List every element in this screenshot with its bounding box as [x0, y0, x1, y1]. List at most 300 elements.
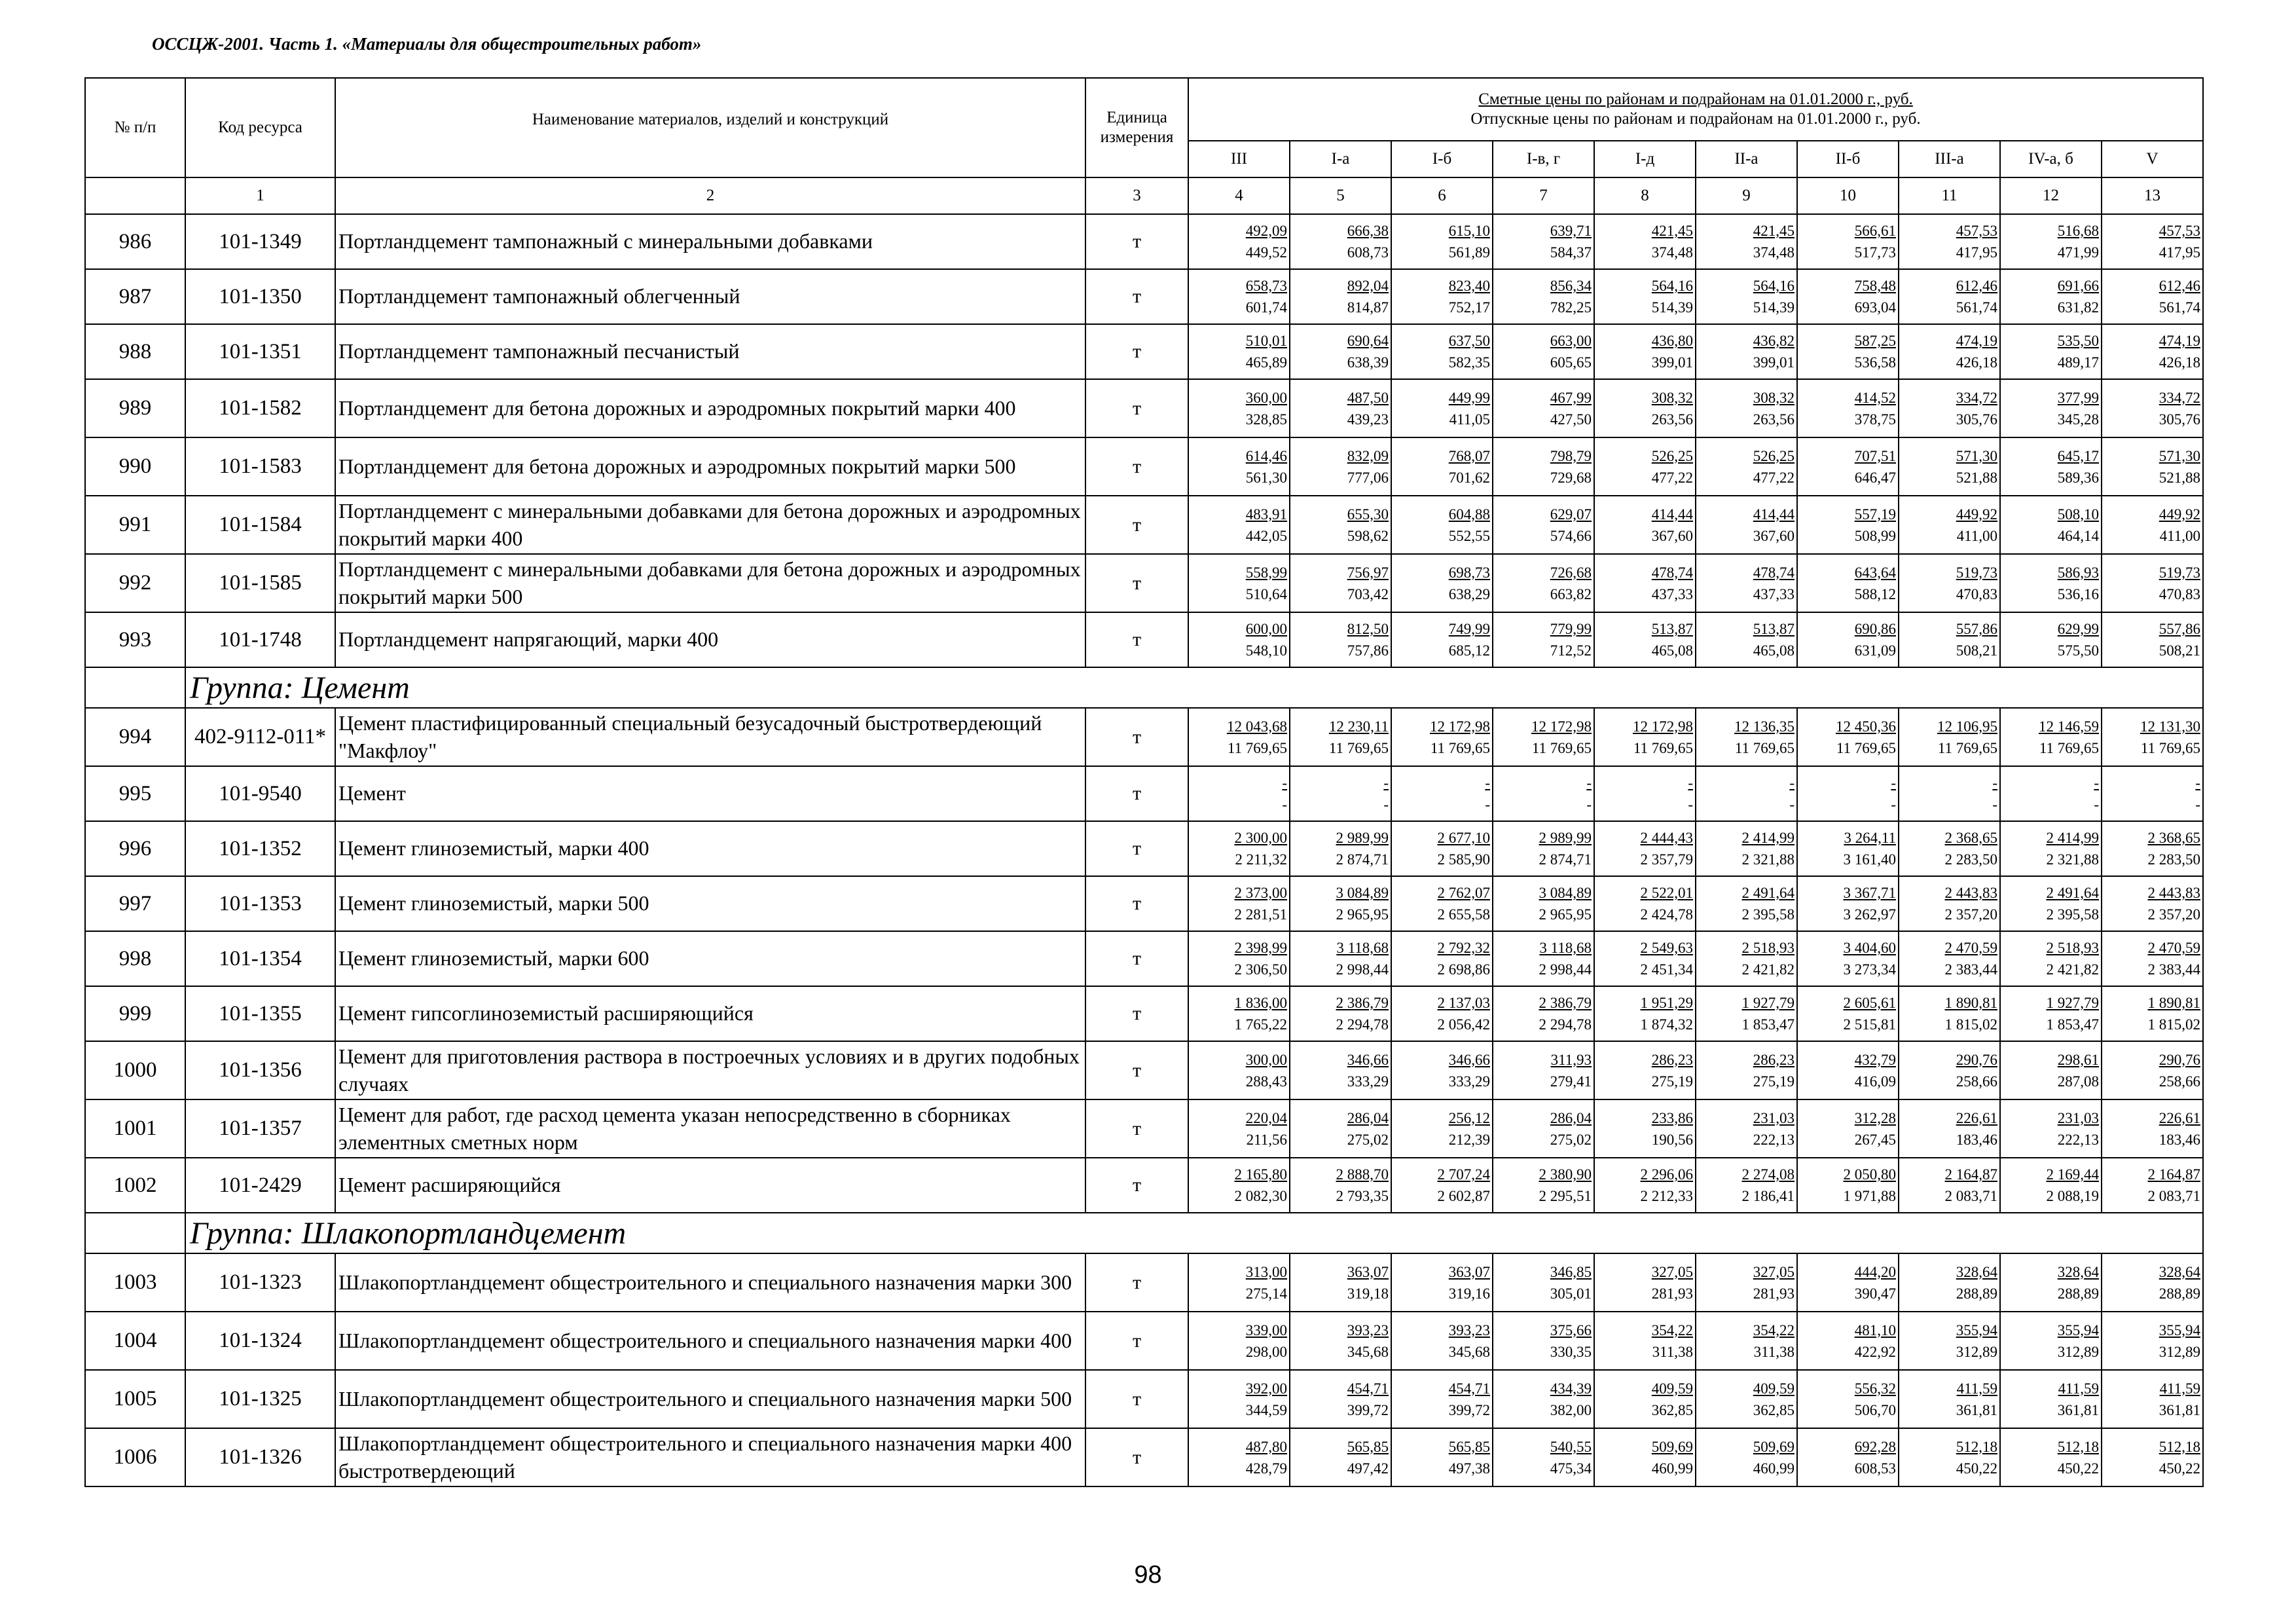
header-region: I-б — [1391, 141, 1493, 177]
resource-code: 101-1323 — [185, 1253, 335, 1312]
estimate-price: 639,71 — [1550, 223, 1592, 239]
release-price: 362,85 — [1753, 1401, 1795, 1418]
release-price: 552,55 — [1448, 527, 1490, 544]
table-row — [85, 1253, 2203, 1312]
estimate-price: 557,86 — [1956, 621, 1997, 637]
release-price: 417,95 — [2159, 244, 2200, 261]
estimate-price: 409,59 — [1651, 1380, 1693, 1397]
unit: т — [1085, 931, 1188, 986]
estimate-price: 510,01 — [1245, 333, 1287, 349]
release-price: 489,17 — [2057, 354, 2099, 371]
price-cell — [1594, 1253, 1696, 1312]
release-price: 2 793,35 — [1336, 1188, 1389, 1204]
price-cell — [1797, 708, 1899, 766]
price-cell — [1188, 1158, 1290, 1213]
release-price: 312,89 — [1956, 1343, 1997, 1360]
price-cell — [1188, 269, 1290, 324]
header-col-number: 9 — [1696, 177, 1797, 214]
release-price: 426,18 — [2159, 354, 2200, 371]
price-cell — [1493, 269, 1594, 324]
release-price: 367,60 — [1651, 527, 1693, 544]
resource-code: 402-9112-011* — [185, 708, 335, 766]
estimate-price: 328,64 — [1956, 1263, 1997, 1280]
release-price: 390,47 — [1854, 1285, 1896, 1302]
release-price: 416,09 — [1854, 1073, 1896, 1090]
header-col-number: 13 — [2102, 177, 2203, 214]
price-cell — [1797, 1428, 1899, 1486]
material-name: Цемент для работ, где расход цемента указан непосредственно в сборниках элементных сметных норм — [335, 1099, 1085, 1158]
estimate-price: 509,69 — [1651, 1438, 1693, 1455]
release-price: 2 357,79 — [1640, 851, 1693, 868]
estimate-price: 411,59 — [2159, 1380, 2200, 1397]
estimate-price: 12 230,11 — [1328, 718, 1389, 735]
price-cell — [1391, 1428, 1493, 1486]
estimate-price: 629,07 — [1550, 506, 1592, 523]
price-cell — [1493, 1099, 1594, 1158]
estimate-price: 566,61 — [1854, 223, 1896, 239]
estimate-price: 2 762,07 — [1437, 885, 1490, 901]
resource-code: 101-9540 — [185, 766, 335, 821]
estimate-price: 2 373,00 — [1234, 885, 1287, 901]
release-price: 782,25 — [1550, 299, 1592, 316]
estimate-price: 513,87 — [1651, 621, 1693, 637]
estimate-price: 226,61 — [2159, 1109, 2200, 1126]
estimate-price: 2 414,99 — [2046, 830, 2099, 846]
estimate-price: 393,23 — [1347, 1321, 1389, 1338]
release-price: 312,89 — [2057, 1343, 2099, 1360]
price-cell — [1391, 496, 1493, 554]
estimate-price: 564,16 — [1651, 278, 1693, 294]
header-row-1 — [85, 78, 2203, 141]
release-price: 605,65 — [1550, 354, 1592, 371]
release-price: 417,95 — [1956, 244, 1997, 261]
estimate-price: 612,46 — [1956, 278, 1997, 294]
release-price: 464,14 — [2057, 527, 2099, 544]
release-price: 2 383,44 — [1944, 961, 1997, 978]
header-price-title — [1188, 78, 2203, 141]
estimate-price: 457,53 — [2159, 223, 2200, 239]
estimate-price: 768,07 — [1448, 447, 1490, 464]
price-cell — [1290, 1370, 1391, 1428]
release-price: 3 273,34 — [1843, 961, 1896, 978]
estimate-price: 12 131,30 — [2140, 718, 2200, 735]
estimate-price: 308,32 — [1651, 389, 1693, 406]
header-col-number: 8 — [1594, 177, 1696, 214]
estimate-price: - — [1891, 775, 1896, 791]
estimate-price: 707,51 — [1854, 447, 1896, 464]
price-cell — [1899, 496, 2000, 554]
release-price: 561,74 — [2159, 299, 2200, 316]
estimate-price: 2 470,59 — [2147, 940, 2200, 956]
price-cell — [2102, 379, 2203, 437]
price-cell — [1594, 1428, 1696, 1486]
release-price: 1 853,47 — [2046, 1016, 2099, 1033]
estimate-price: 449,99 — [1448, 389, 1490, 406]
price-cell — [1797, 269, 1899, 324]
estimate-price: 726,68 — [1550, 564, 1592, 581]
estimate-price: 334,72 — [2159, 389, 2200, 406]
release-price: 190,56 — [1651, 1131, 1693, 1148]
estimate-price: 290,76 — [2159, 1051, 2200, 1068]
estimate-price: 798,79 — [1550, 447, 1592, 464]
material-name: Шлакопортландцемент общестроительного и специального назначения марки 300 — [335, 1253, 1085, 1312]
release-price: 582,35 — [1448, 354, 1490, 371]
price-cell — [1696, 554, 1797, 612]
price-table — [84, 77, 2204, 1487]
material-name: Цемент — [335, 766, 1085, 821]
release-price: 470,83 — [2159, 585, 2200, 602]
price-cell — [2102, 1370, 2203, 1428]
unit: т — [1085, 766, 1188, 821]
estimate-price: 892,04 — [1347, 278, 1389, 294]
price-cell — [1391, 214, 1493, 269]
price-cell — [1797, 1253, 1899, 1312]
price-cell — [1594, 766, 1696, 821]
price-cell — [2102, 1312, 2203, 1370]
release-price: 399,72 — [1347, 1401, 1389, 1418]
price-cell — [2102, 931, 2203, 986]
estimate-price: 1 927,79 — [2046, 995, 2099, 1011]
header-region: IV-а, б — [2000, 141, 2102, 177]
price-cell — [1493, 1158, 1594, 1213]
estimate-price: 812,50 — [1347, 621, 1389, 637]
estimate-price: 354,22 — [1753, 1321, 1795, 1338]
price-cell — [1290, 1158, 1391, 1213]
resource-code: 101-1354 — [185, 931, 335, 986]
price-cell — [1493, 379, 1594, 437]
release-price: 399,01 — [1651, 354, 1693, 371]
resource-code: 101-1584 — [185, 496, 335, 554]
table-row — [85, 1312, 2203, 1370]
release-price: 2 294,78 — [1336, 1016, 1389, 1033]
price-cell — [1391, 708, 1493, 766]
price-cell — [1899, 324, 2000, 379]
group-blank — [85, 1213, 185, 1253]
price-cell — [1290, 1253, 1391, 1312]
release-price: 11 769,65 — [1633, 739, 1693, 756]
release-price: 374,48 — [1651, 244, 1693, 261]
release-price: 275,14 — [1245, 1285, 1287, 1302]
estimate-price: 2 491,64 — [2046, 885, 2099, 901]
price-cell — [1899, 1428, 2000, 1486]
price-cell — [1188, 766, 1290, 821]
release-price: 411,05 — [1449, 411, 1490, 428]
price-cell — [2000, 269, 2102, 324]
release-price: 1 765,22 — [1234, 1016, 1287, 1033]
estimate-price: 256,12 — [1448, 1109, 1490, 1126]
price-cell — [1290, 931, 1391, 986]
estimate-price: 300,00 — [1245, 1051, 1287, 1068]
release-price: 608,53 — [1854, 1460, 1896, 1477]
release-price: 508,21 — [1956, 642, 1997, 659]
unit: т — [1085, 821, 1188, 876]
estimate-price: 436,82 — [1753, 333, 1795, 349]
release-price: 514,39 — [1753, 299, 1795, 316]
header-col-number: 11 — [1899, 177, 2000, 214]
estimate-price: 478,74 — [1651, 564, 1693, 581]
release-price: 2 965,95 — [1539, 906, 1592, 923]
release-price: - — [1586, 796, 1592, 813]
estimate-price: 334,72 — [1956, 389, 1997, 406]
unit: т — [1085, 986, 1188, 1041]
release-price: 752,17 — [1448, 299, 1490, 316]
header-col-number: 12 — [2000, 177, 2102, 214]
price-cell — [1391, 986, 1493, 1041]
price-cell — [1797, 1041, 1899, 1099]
estimate-price: 556,32 — [1854, 1380, 1896, 1397]
estimate-price: 414,44 — [1651, 506, 1693, 523]
price-cell — [1391, 1158, 1493, 1213]
unit: т — [1085, 1041, 1188, 1099]
estimate-price: 474,19 — [1956, 333, 1997, 349]
price-cell — [1594, 1158, 1696, 1213]
resource-code: 101-1583 — [185, 437, 335, 496]
price-cell — [1899, 437, 2000, 496]
release-price: 536,16 — [2057, 585, 2099, 602]
release-price: 2 357,20 — [2147, 906, 2200, 923]
estimate-price: 3 084,89 — [1539, 885, 1592, 901]
price-cell — [2102, 1099, 2203, 1158]
group-row — [85, 1213, 2203, 1253]
release-price: 2 965,95 — [1336, 906, 1389, 923]
release-price: 374,48 — [1753, 244, 1795, 261]
release-price: 561,89 — [1448, 244, 1490, 261]
price-cell — [1696, 1370, 1797, 1428]
price-cell — [2000, 437, 2102, 496]
price-cell — [1391, 821, 1493, 876]
estimate-price: 360,00 — [1245, 389, 1287, 406]
table-row — [85, 496, 2203, 554]
release-price: 422,92 — [1854, 1343, 1896, 1360]
estimate-price: 2 518,93 — [2046, 940, 2099, 956]
estimate-price: 758,48 — [1854, 278, 1896, 294]
estimate-price: 2 398,99 — [1234, 940, 1287, 956]
group-title: Группа: Цемент — [185, 667, 2203, 708]
release-price: 427,50 — [1550, 411, 1592, 428]
estimate-price: - — [2094, 775, 2099, 791]
price-cell — [2000, 931, 2102, 986]
estimate-price: 346,66 — [1347, 1051, 1389, 1068]
price-cell — [1899, 876, 2000, 931]
estimate-price: 637,50 — [1448, 333, 1490, 349]
price-cell — [1797, 1312, 1899, 1370]
price-cell — [1696, 1428, 1797, 1486]
row-number: 993 — [85, 612, 185, 667]
material-name: Портландцемент для бетона дорожных и аэродромных покрытий марки 400 — [335, 379, 1085, 437]
estimate-price: 663,00 — [1550, 333, 1592, 349]
release-price: 2 998,44 — [1539, 961, 1592, 978]
estimate-price: 392,00 — [1245, 1380, 1287, 1397]
release-price: 330,35 — [1550, 1343, 1592, 1360]
estimate-price: 311,93 — [1550, 1051, 1592, 1068]
price-cell — [1696, 496, 1797, 554]
release-price: 460,99 — [1651, 1460, 1693, 1477]
estimate-price: 564,16 — [1753, 278, 1795, 294]
price-cell — [1493, 324, 1594, 379]
release-price: 2 585,90 — [1437, 851, 1490, 868]
estimate-price: 2 888,70 — [1336, 1166, 1389, 1183]
release-price: 3 262,97 — [1843, 906, 1896, 923]
price-cell — [1899, 1099, 2000, 1158]
price-cell — [1493, 612, 1594, 667]
release-price: 319,16 — [1448, 1285, 1490, 1302]
release-price: 263,56 — [1753, 411, 1795, 428]
resource-code: 101-1356 — [185, 1041, 335, 1099]
release-price: 561,30 — [1245, 469, 1287, 486]
resource-code: 101-1351 — [185, 324, 335, 379]
release-price: 426,18 — [1956, 354, 1997, 371]
material-name: Цемент расширяющийся — [335, 1158, 1085, 1213]
resource-code: 101-1352 — [185, 821, 335, 876]
release-price: 475,34 — [1550, 1460, 1592, 1477]
price-cell — [1290, 612, 1391, 667]
estimate-price: 690,86 — [1854, 621, 1896, 637]
price-cell — [1696, 214, 1797, 269]
unit: т — [1085, 1253, 1188, 1312]
estimate-price: 512,18 — [1956, 1438, 1997, 1455]
price-cell — [1290, 876, 1391, 931]
release-price: 362,85 — [1651, 1401, 1693, 1418]
material-name: Шлакопортландцемент общестроительного и специального назначения марки 500 — [335, 1370, 1085, 1428]
release-price: 2 515,81 — [1843, 1016, 1896, 1033]
price-cell — [1391, 876, 1493, 931]
estimate-price: 474,19 — [2159, 333, 2200, 349]
release-price: 3 161,40 — [1843, 851, 1896, 868]
price-cell — [1391, 931, 1493, 986]
release-price: 598,62 — [1347, 527, 1389, 544]
price-cell — [1899, 1041, 2000, 1099]
price-cell — [1899, 214, 2000, 269]
estimate-price: - — [1992, 775, 1997, 791]
price-cell — [1188, 379, 1290, 437]
estimate-price: 220,04 — [1245, 1109, 1287, 1126]
material-name: Шлакопортландцемент общестроительного и специального назначения марки 400 быстротвердеющий — [335, 1428, 1085, 1486]
release-price: 589,36 — [2057, 469, 2099, 486]
release-price: 305,76 — [1956, 411, 1997, 428]
row-number: 991 — [85, 496, 185, 554]
price-cell — [2000, 821, 2102, 876]
release-price: 439,23 — [1347, 411, 1389, 428]
price-cell — [2102, 708, 2203, 766]
price-cell — [1290, 821, 1391, 876]
group-title: Группа: Шлакопортландцемент — [185, 1213, 2203, 1253]
row-number: 995 — [85, 766, 185, 821]
estimate-price: 454,71 — [1347, 1380, 1389, 1397]
header-release-title: Отпускные цены по районам и подрайонам на 01.01.2000 г., руб. — [1470, 110, 1921, 128]
price-cell — [1594, 324, 1696, 379]
price-cell — [2000, 986, 2102, 1041]
header-col-number: 7 — [1493, 177, 1594, 214]
unit: т — [1085, 324, 1188, 379]
price-cell — [1391, 554, 1493, 612]
release-price: 514,39 — [1651, 299, 1693, 316]
price-cell — [1899, 821, 2000, 876]
estimate-price: 432,79 — [1854, 1051, 1896, 1068]
estimate-price: 226,61 — [1956, 1109, 1997, 1126]
estimate-price: 2 165,80 — [1234, 1166, 1287, 1183]
estimate-price: 2 792,32 — [1437, 940, 1490, 956]
table-row — [85, 1370, 2203, 1428]
price-cell — [1594, 437, 1696, 496]
unit: т — [1085, 1099, 1188, 1158]
price-cell — [1493, 437, 1594, 496]
unit: т — [1085, 612, 1188, 667]
release-price: 288,89 — [2057, 1285, 2099, 1302]
estimate-price: 690,64 — [1347, 333, 1389, 349]
release-price: 345,68 — [1347, 1343, 1389, 1360]
estimate-price: 779,99 — [1550, 621, 1592, 637]
estimate-price: 312,28 — [1854, 1109, 1896, 1126]
price-cell — [1188, 496, 1290, 554]
release-price: 263,56 — [1651, 411, 1693, 428]
release-price: 311,38 — [1753, 1343, 1795, 1360]
unit: т — [1085, 214, 1188, 269]
price-cell — [2000, 324, 2102, 379]
price-cell — [2000, 379, 2102, 437]
price-cell — [1899, 766, 2000, 821]
estimate-price: 3 264,11 — [1844, 830, 1896, 846]
estimate-price: 658,73 — [1245, 278, 1287, 294]
release-price: 361,81 — [2159, 1401, 2200, 1418]
price-cell — [1696, 1312, 1797, 1370]
price-cell — [1797, 766, 1899, 821]
row-number: 992 — [85, 554, 185, 612]
release-price: 588,12 — [1854, 585, 1896, 602]
price-cell — [1797, 1370, 1899, 1428]
price-cell — [2000, 1253, 2102, 1312]
release-price: 183,46 — [1956, 1131, 1997, 1148]
release-price: 2 698,86 — [1437, 961, 1490, 978]
resource-code: 101-1582 — [185, 379, 335, 437]
price-cell — [1391, 1370, 1493, 1428]
header-region: I-д — [1594, 141, 1696, 177]
estimate-price: 2 300,00 — [1234, 830, 1287, 846]
release-price: 814,87 — [1347, 299, 1389, 316]
price-cell — [1594, 1370, 1696, 1428]
release-price: 212,39 — [1448, 1131, 1490, 1148]
unit: т — [1085, 1370, 1188, 1428]
price-cell — [1188, 876, 1290, 931]
release-price: 2 083,71 — [1944, 1188, 1997, 1204]
release-price: 11 769,65 — [2039, 739, 2099, 756]
price-cell — [1696, 766, 1797, 821]
estimate-price: 3 404,60 — [1843, 940, 1896, 956]
material-name: Портландцемент тампонажный с минеральными добавками — [335, 214, 1085, 269]
material-name: Портландцемент с минеральными добавками для бетона дорожных и аэродромных покрытий марки 400 — [335, 496, 1085, 554]
header-code: Код ресурса — [185, 78, 335, 177]
price-cell — [2102, 269, 2203, 324]
price-cell — [1493, 876, 1594, 931]
price-cell — [1696, 1158, 1797, 1213]
estimate-price: 436,80 — [1651, 333, 1693, 349]
price-cell — [1290, 324, 1391, 379]
price-cell — [1594, 931, 1696, 986]
price-cell — [1696, 876, 1797, 931]
price-cell — [1696, 931, 1797, 986]
release-price: 11 769,65 — [1430, 739, 1490, 756]
document-header: ОССЦЖ-2001. Часть 1. «Материалы для общестроительных работ» — [152, 34, 702, 54]
estimate-price: 12 043,68 — [1227, 718, 1287, 735]
release-price: - — [1485, 796, 1490, 813]
price-cell — [1188, 1370, 1290, 1428]
release-price: 631,82 — [2057, 299, 2099, 316]
price-cell — [1290, 269, 1391, 324]
price-cell — [1391, 1253, 1493, 1312]
price-cell — [1899, 554, 2000, 612]
row-number: 1004 — [85, 1312, 185, 1370]
release-price: 183,46 — [2159, 1131, 2200, 1148]
release-price: 575,50 — [2057, 642, 2099, 659]
